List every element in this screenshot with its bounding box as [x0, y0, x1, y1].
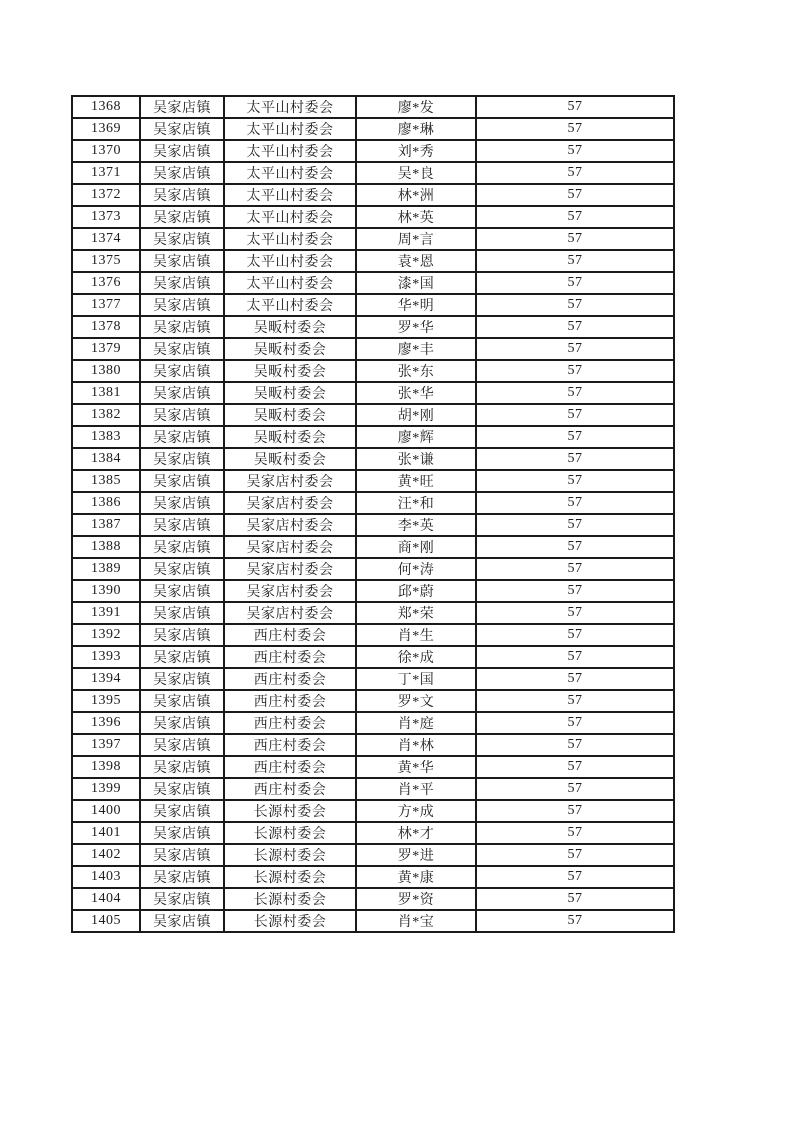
table-row: [72, 96, 674, 118]
table-row: [72, 426, 674, 448]
table-row: [72, 140, 674, 162]
cell-village-committee: 吴畈村委会: [224, 316, 356, 338]
cell-value: 57: [476, 162, 674, 184]
cell-serial-number: 1403: [72, 866, 140, 888]
cell-serial-number: 1378: [72, 316, 140, 338]
cell-value: 57: [476, 272, 674, 294]
cell-serial-number: 1399: [72, 778, 140, 800]
cell-serial-number: 1395: [72, 690, 140, 712]
cell-value: 57: [476, 888, 674, 910]
cell-town: 吴家店镇: [140, 140, 224, 162]
cell-serial-number: 1385: [72, 470, 140, 492]
cell-value: 57: [476, 470, 674, 492]
cell-town: 吴家店镇: [140, 272, 224, 294]
cell-value: 57: [476, 184, 674, 206]
table-row: [72, 294, 674, 316]
cell-person-name: 周*言: [356, 228, 476, 250]
cell-person-name: 徐*成: [356, 646, 476, 668]
cell-value: 57: [476, 624, 674, 646]
cell-village-committee: 太平山村委会: [224, 118, 356, 140]
cell-value: 57: [476, 250, 674, 272]
cell-village-committee: 吴家店村委会: [224, 514, 356, 536]
cell-village-committee: 吴畈村委会: [224, 448, 356, 470]
cell-village-committee: 吴畈村委会: [224, 338, 356, 360]
cell-person-name: 张*东: [356, 360, 476, 382]
cell-serial-number: 1404: [72, 888, 140, 910]
cell-village-committee: 西庄村委会: [224, 712, 356, 734]
cell-serial-number: 1392: [72, 624, 140, 646]
cell-town: 吴家店镇: [140, 338, 224, 360]
table-row: [72, 536, 674, 558]
cell-person-name: 刘*秀: [356, 140, 476, 162]
cell-person-name: 林*洲: [356, 184, 476, 206]
cell-value: 57: [476, 96, 674, 118]
cell-value: 57: [476, 492, 674, 514]
cell-serial-number: 1374: [72, 228, 140, 250]
cell-value: 57: [476, 294, 674, 316]
cell-serial-number: 1382: [72, 404, 140, 426]
cell-value: 57: [476, 558, 674, 580]
cell-value: 57: [476, 404, 674, 426]
cell-person-name: 罗*资: [356, 888, 476, 910]
cell-town: 吴家店镇: [140, 404, 224, 426]
cell-value: 57: [476, 448, 674, 470]
table-row: [72, 404, 674, 426]
cell-person-name: 郑*荣: [356, 602, 476, 624]
table-row: [72, 118, 674, 140]
cell-town: 吴家店镇: [140, 316, 224, 338]
cell-value: 57: [476, 118, 674, 140]
cell-serial-number: 1383: [72, 426, 140, 448]
cell-value: 57: [476, 316, 674, 338]
cell-town: 吴家店镇: [140, 778, 224, 800]
cell-value: 57: [476, 382, 674, 404]
cell-village-committee: 吴畈村委会: [224, 404, 356, 426]
cell-village-committee: 西庄村委会: [224, 624, 356, 646]
cell-person-name: 罗*华: [356, 316, 476, 338]
cell-village-committee: 长源村委会: [224, 844, 356, 866]
table-row: [72, 360, 674, 382]
cell-village-committee: 吴家店村委会: [224, 602, 356, 624]
cell-town: 吴家店镇: [140, 646, 224, 668]
cell-person-name: 肖*生: [356, 624, 476, 646]
cell-town: 吴家店镇: [140, 602, 224, 624]
cell-person-name: 丁*国: [356, 668, 476, 690]
cell-serial-number: 1393: [72, 646, 140, 668]
cell-serial-number: 1398: [72, 756, 140, 778]
cell-town: 吴家店镇: [140, 162, 224, 184]
beneficiary-roster-table: [71, 95, 675, 933]
cell-town: 吴家店镇: [140, 382, 224, 404]
cell-village-committee: 吴家店村委会: [224, 536, 356, 558]
table-row: [72, 382, 674, 404]
cell-person-name: 罗*文: [356, 690, 476, 712]
cell-person-name: 张*谦: [356, 448, 476, 470]
cell-village-committee: 太平山村委会: [224, 96, 356, 118]
cell-serial-number: 1371: [72, 162, 140, 184]
cell-town: 吴家店镇: [140, 734, 224, 756]
cell-town: 吴家店镇: [140, 118, 224, 140]
table-row: [72, 580, 674, 602]
cell-village-committee: 长源村委会: [224, 888, 356, 910]
cell-village-committee: 吴家店村委会: [224, 492, 356, 514]
cell-village-committee: 太平山村委会: [224, 162, 356, 184]
cell-town: 吴家店镇: [140, 536, 224, 558]
cell-person-name: 袁*恩: [356, 250, 476, 272]
table-row: [72, 734, 674, 756]
cell-town: 吴家店镇: [140, 888, 224, 910]
cell-person-name: 廖*琳: [356, 118, 476, 140]
table-row: [72, 690, 674, 712]
cell-serial-number: 1397: [72, 734, 140, 756]
cell-village-committee: 长源村委会: [224, 822, 356, 844]
cell-town: 吴家店镇: [140, 668, 224, 690]
cell-person-name: 罗*进: [356, 844, 476, 866]
cell-village-committee: 吴家店村委会: [224, 470, 356, 492]
table-row: [72, 844, 674, 866]
cell-village-committee: 太平山村委会: [224, 294, 356, 316]
cell-person-name: 林*才: [356, 822, 476, 844]
cell-value: 57: [476, 668, 674, 690]
cell-person-name: 胡*刚: [356, 404, 476, 426]
cell-person-name: 林*英: [356, 206, 476, 228]
cell-person-name: 肖*宝: [356, 910, 476, 932]
cell-serial-number: 1380: [72, 360, 140, 382]
table-row: [72, 448, 674, 470]
table-row: [72, 712, 674, 734]
cell-village-committee: 长源村委会: [224, 866, 356, 888]
cell-village-committee: 太平山村委会: [224, 206, 356, 228]
cell-serial-number: 1369: [72, 118, 140, 140]
cell-village-committee: 西庄村委会: [224, 646, 356, 668]
cell-value: 57: [476, 690, 674, 712]
cell-town: 吴家店镇: [140, 294, 224, 316]
cell-town: 吴家店镇: [140, 844, 224, 866]
cell-value: 57: [476, 646, 674, 668]
table-row: [72, 228, 674, 250]
cell-town: 吴家店镇: [140, 360, 224, 382]
cell-person-name: 肖*平: [356, 778, 476, 800]
cell-serial-number: 1372: [72, 184, 140, 206]
cell-value: 57: [476, 844, 674, 866]
cell-village-committee: 长源村委会: [224, 910, 356, 932]
cell-town: 吴家店镇: [140, 910, 224, 932]
cell-person-name: 肖*林: [356, 734, 476, 756]
cell-town: 吴家店镇: [140, 470, 224, 492]
cell-value: 57: [476, 712, 674, 734]
cell-serial-number: 1373: [72, 206, 140, 228]
cell-serial-number: 1401: [72, 822, 140, 844]
cell-serial-number: 1370: [72, 140, 140, 162]
cell-serial-number: 1375: [72, 250, 140, 272]
cell-village-committee: 西庄村委会: [224, 668, 356, 690]
cell-serial-number: 1396: [72, 712, 140, 734]
cell-village-committee: 西庄村委会: [224, 690, 356, 712]
cell-serial-number: 1377: [72, 294, 140, 316]
cell-person-name: 黄*康: [356, 866, 476, 888]
cell-village-committee: 吴畈村委会: [224, 360, 356, 382]
cell-serial-number: 1394: [72, 668, 140, 690]
cell-village-committee: 太平山村委会: [224, 184, 356, 206]
cell-person-name: 吴*良: [356, 162, 476, 184]
cell-serial-number: 1389: [72, 558, 140, 580]
cell-town: 吴家店镇: [140, 228, 224, 250]
cell-value: 57: [476, 206, 674, 228]
table-row: [72, 624, 674, 646]
cell-village-committee: 西庄村委会: [224, 756, 356, 778]
cell-town: 吴家店镇: [140, 712, 224, 734]
table-row: [72, 206, 674, 228]
cell-value: 57: [476, 910, 674, 932]
cell-value: 57: [476, 536, 674, 558]
table-row: [72, 668, 674, 690]
cell-serial-number: 1388: [72, 536, 140, 558]
cell-value: 57: [476, 228, 674, 250]
cell-serial-number: 1400: [72, 800, 140, 822]
cell-town: 吴家店镇: [140, 250, 224, 272]
cell-village-committee: 吴畈村委会: [224, 426, 356, 448]
cell-value: 57: [476, 338, 674, 360]
cell-serial-number: 1386: [72, 492, 140, 514]
cell-person-name: 何*涛: [356, 558, 476, 580]
cell-serial-number: 1405: [72, 910, 140, 932]
cell-town: 吴家店镇: [140, 492, 224, 514]
cell-serial-number: 1387: [72, 514, 140, 536]
cell-town: 吴家店镇: [140, 756, 224, 778]
table-row: [72, 316, 674, 338]
table-row: [72, 470, 674, 492]
cell-town: 吴家店镇: [140, 426, 224, 448]
cell-serial-number: 1381: [72, 382, 140, 404]
cell-town: 吴家店镇: [140, 206, 224, 228]
table-row: [72, 338, 674, 360]
cell-value: 57: [476, 866, 674, 888]
table-row: [72, 866, 674, 888]
table-row: [72, 602, 674, 624]
table-row: [72, 646, 674, 668]
cell-person-name: 漆*国: [356, 272, 476, 294]
cell-person-name: 邱*蔚: [356, 580, 476, 602]
cell-village-committee: 吴家店村委会: [224, 558, 356, 580]
table-row: [72, 272, 674, 294]
cell-serial-number: 1391: [72, 602, 140, 624]
table-row: [72, 492, 674, 514]
table-row: [72, 250, 674, 272]
cell-village-committee: 太平山村委会: [224, 228, 356, 250]
cell-town: 吴家店镇: [140, 580, 224, 602]
cell-value: 57: [476, 734, 674, 756]
cell-person-name: 华*明: [356, 294, 476, 316]
cell-value: 57: [476, 580, 674, 602]
cell-value: 57: [476, 514, 674, 536]
table-row: [72, 514, 674, 536]
table-row: [72, 910, 674, 932]
cell-value: 57: [476, 140, 674, 162]
cell-person-name: 张*华: [356, 382, 476, 404]
cell-village-committee: 长源村委会: [224, 800, 356, 822]
cell-town: 吴家店镇: [140, 514, 224, 536]
cell-town: 吴家店镇: [140, 448, 224, 470]
cell-serial-number: 1379: [72, 338, 140, 360]
cell-town: 吴家店镇: [140, 558, 224, 580]
cell-town: 吴家店镇: [140, 96, 224, 118]
cell-person-name: 商*刚: [356, 536, 476, 558]
cell-person-name: 汪*和: [356, 492, 476, 514]
cell-value: 57: [476, 426, 674, 448]
cell-town: 吴家店镇: [140, 866, 224, 888]
cell-serial-number: 1402: [72, 844, 140, 866]
cell-village-committee: 西庄村委会: [224, 778, 356, 800]
cell-town: 吴家店镇: [140, 624, 224, 646]
cell-value: 57: [476, 602, 674, 624]
cell-village-committee: 太平山村委会: [224, 140, 356, 162]
cell-person-name: 黄*华: [356, 756, 476, 778]
cell-person-name: 廖*丰: [356, 338, 476, 360]
cell-serial-number: 1384: [72, 448, 140, 470]
cell-serial-number: 1390: [72, 580, 140, 602]
table-row: [72, 184, 674, 206]
table-row: [72, 800, 674, 822]
cell-value: 57: [476, 822, 674, 844]
cell-town: 吴家店镇: [140, 822, 224, 844]
table-row: [72, 558, 674, 580]
cell-town: 吴家店镇: [140, 690, 224, 712]
cell-town: 吴家店镇: [140, 184, 224, 206]
table-row: [72, 756, 674, 778]
table-row: [72, 162, 674, 184]
cell-person-name: 方*成: [356, 800, 476, 822]
table-row: [72, 822, 674, 844]
cell-village-committee: 西庄村委会: [224, 734, 356, 756]
cell-person-name: 廖*辉: [356, 426, 476, 448]
roster-table-body: [72, 96, 674, 932]
cell-person-name: 廖*发: [356, 96, 476, 118]
cell-village-committee: 吴家店村委会: [224, 580, 356, 602]
cell-serial-number: 1376: [72, 272, 140, 294]
cell-town: 吴家店镇: [140, 800, 224, 822]
roster-table-container: [71, 95, 673, 933]
cell-person-name: 肖*庭: [356, 712, 476, 734]
table-row: [72, 778, 674, 800]
cell-value: 57: [476, 778, 674, 800]
cell-serial-number: 1368: [72, 96, 140, 118]
cell-village-committee: 太平山村委会: [224, 272, 356, 294]
cell-value: 57: [476, 800, 674, 822]
cell-person-name: 李*英: [356, 514, 476, 536]
table-row: [72, 888, 674, 910]
cell-person-name: 黄*旺: [356, 470, 476, 492]
cell-value: 57: [476, 360, 674, 382]
cell-value: 57: [476, 756, 674, 778]
cell-village-committee: 吴畈村委会: [224, 382, 356, 404]
cell-village-committee: 太平山村委会: [224, 250, 356, 272]
